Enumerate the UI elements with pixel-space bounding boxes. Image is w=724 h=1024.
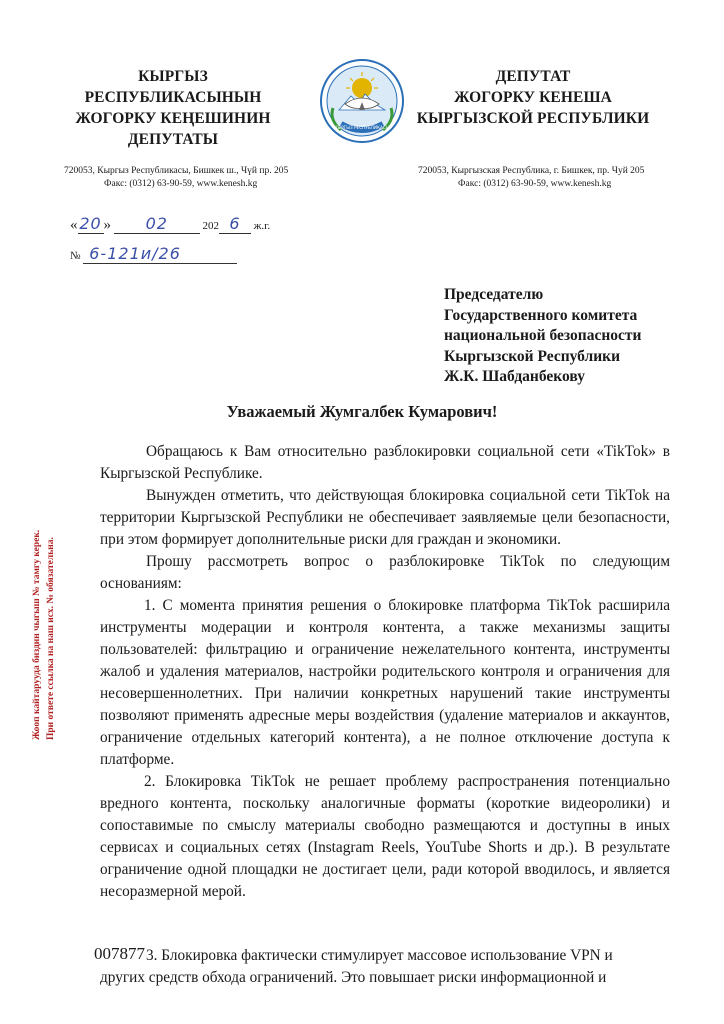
registration-date xyxy=(70,214,310,234)
date-day: 20 xyxy=(79,214,102,233)
header-left-kyrgyz xyxy=(48,66,298,150)
state-emblem-icon xyxy=(319,58,405,144)
paragraph-point-1: 1. С момента принятия решения о блокировке платформа TikTok расширила инструменты модерации и контроля контента, а также механизмы защиты пользователей: фильтрацию и ограничение нежелательного контента, инструменты жалоб и удаления материалов, настройки родительского контроля и ограничения для несовершеннолетних. При наличии конкретных нарушений такие инструменты позволяют применять адресные меры воздействия (удаление материалов и аккаунтов, ограничение отдельных категорий контента), а не полное отключение доступа к платформе. xyxy=(100,597,670,768)
registration-number xyxy=(70,244,310,264)
date-close-quote: » xyxy=(103,217,111,233)
emblem-text: КЫРГЫЗ РЕСПУБЛИКАСЫ xyxy=(334,125,390,130)
header-right-line-3: КЫРГЫЗСКОЙ РЕСПУБЛИКИ xyxy=(416,110,650,127)
addressee-line-4: Кыргызской Республики xyxy=(444,347,621,365)
side-note-kyrgyz: Жооп кайтарууда биздин чыгыш № тамгу керек. xyxy=(32,529,42,740)
number-value: 6-121и/26 xyxy=(83,244,237,264)
date-open-quote: « xyxy=(70,217,78,233)
point-3-first-line: 3. Блокировка фактически стимулирует массовое использование VPN и xyxy=(146,947,613,964)
header-right-line-2: ЖОГОРКУ КЕНЕША xyxy=(454,89,612,106)
address-left-line-1: 720053, Кыргыз Республикасы, Бишкек ш., Чүй пр. 205 xyxy=(64,166,289,176)
address-right-line-2: Факс: (0312) 63-90-59, www.kenesh.kg xyxy=(458,179,612,189)
paragraph-point-2: 2. Блокировка TikTok не решает проблему распространения потенциально вредного контента, поскольку аналогичные форматы (короткие видеоролики) и сопоставимые по смыслу материалы свободно размещаются и доступны в иных сервисах и социальных сетях (Instagram Reels, YouTube Shorts и др.). В результате ограничение одной площадки не достигает цели, ради которой вводилось, и является несоразмерной мерой. xyxy=(100,773,670,900)
paragraph-1: Обращаюсь к Вам относительно разблокировки социальной сети «TikTok» в Кыргызской Республике. xyxy=(100,443,670,482)
paragraph-3: Прошу рассмотреть вопрос о разблокировке TikTok по следующим основаниям: xyxy=(100,553,670,592)
addressee-line-1: Председателю xyxy=(444,286,544,303)
date-year-digit: 6 xyxy=(219,214,251,234)
side-note-russian: При ответе ссылка на наш исх. № обязательна. xyxy=(46,537,56,740)
address-right-line-1: 720053, Кыргызская Республика, г. Бишкек, пр. Чуй 205 xyxy=(418,166,645,176)
address-left-line-2: Факс: (0312) 63-90-59, www.kenesh.kg xyxy=(104,179,258,189)
header-right-line-1: ДЕПУТАТ xyxy=(495,68,571,85)
greeting: Уважаемый Жумгалбек Кумарович! xyxy=(226,402,498,421)
header-left-line-1: КЫРГЫЗ РЕСПУБЛИКАСЫНЫН xyxy=(84,68,262,106)
header-left-line-3: ДЕПУТАТЫ xyxy=(127,131,219,148)
date-month: 02 xyxy=(114,214,200,234)
addressee-line-2: Государственного комитета xyxy=(444,306,638,324)
addressee-line-3: национальной безопасности xyxy=(444,327,642,344)
serial-number: 007877 xyxy=(94,944,145,963)
side-stamp-note xyxy=(12,500,72,740)
paragraph-2: Вынужден отметить, что действующая блокировка социальной сети TikTok на территории Кыргызской Республики не обеспечивает заявляемые цели безопасности, при этом формирует дополнительные риски для граждан и экономики. xyxy=(100,487,670,548)
number-label: № xyxy=(70,250,81,262)
address-left xyxy=(64,165,344,191)
addressee-block xyxy=(444,285,714,388)
address-right xyxy=(418,165,698,191)
header-left-line-2: ЖОГОРКУ КЕҢЕШИНИН xyxy=(75,110,271,127)
header-right-russian xyxy=(408,66,658,129)
date-year-prefix: 202 xyxy=(202,220,219,232)
date-year-suffix: ж.г. xyxy=(253,220,271,232)
point-3-second-line: других средств обхода ограничений. Это повышает риски информационной и xyxy=(100,969,607,986)
letter-body xyxy=(100,441,670,903)
addressee-line-5: Ж.К. Шабданбекову xyxy=(444,368,585,385)
